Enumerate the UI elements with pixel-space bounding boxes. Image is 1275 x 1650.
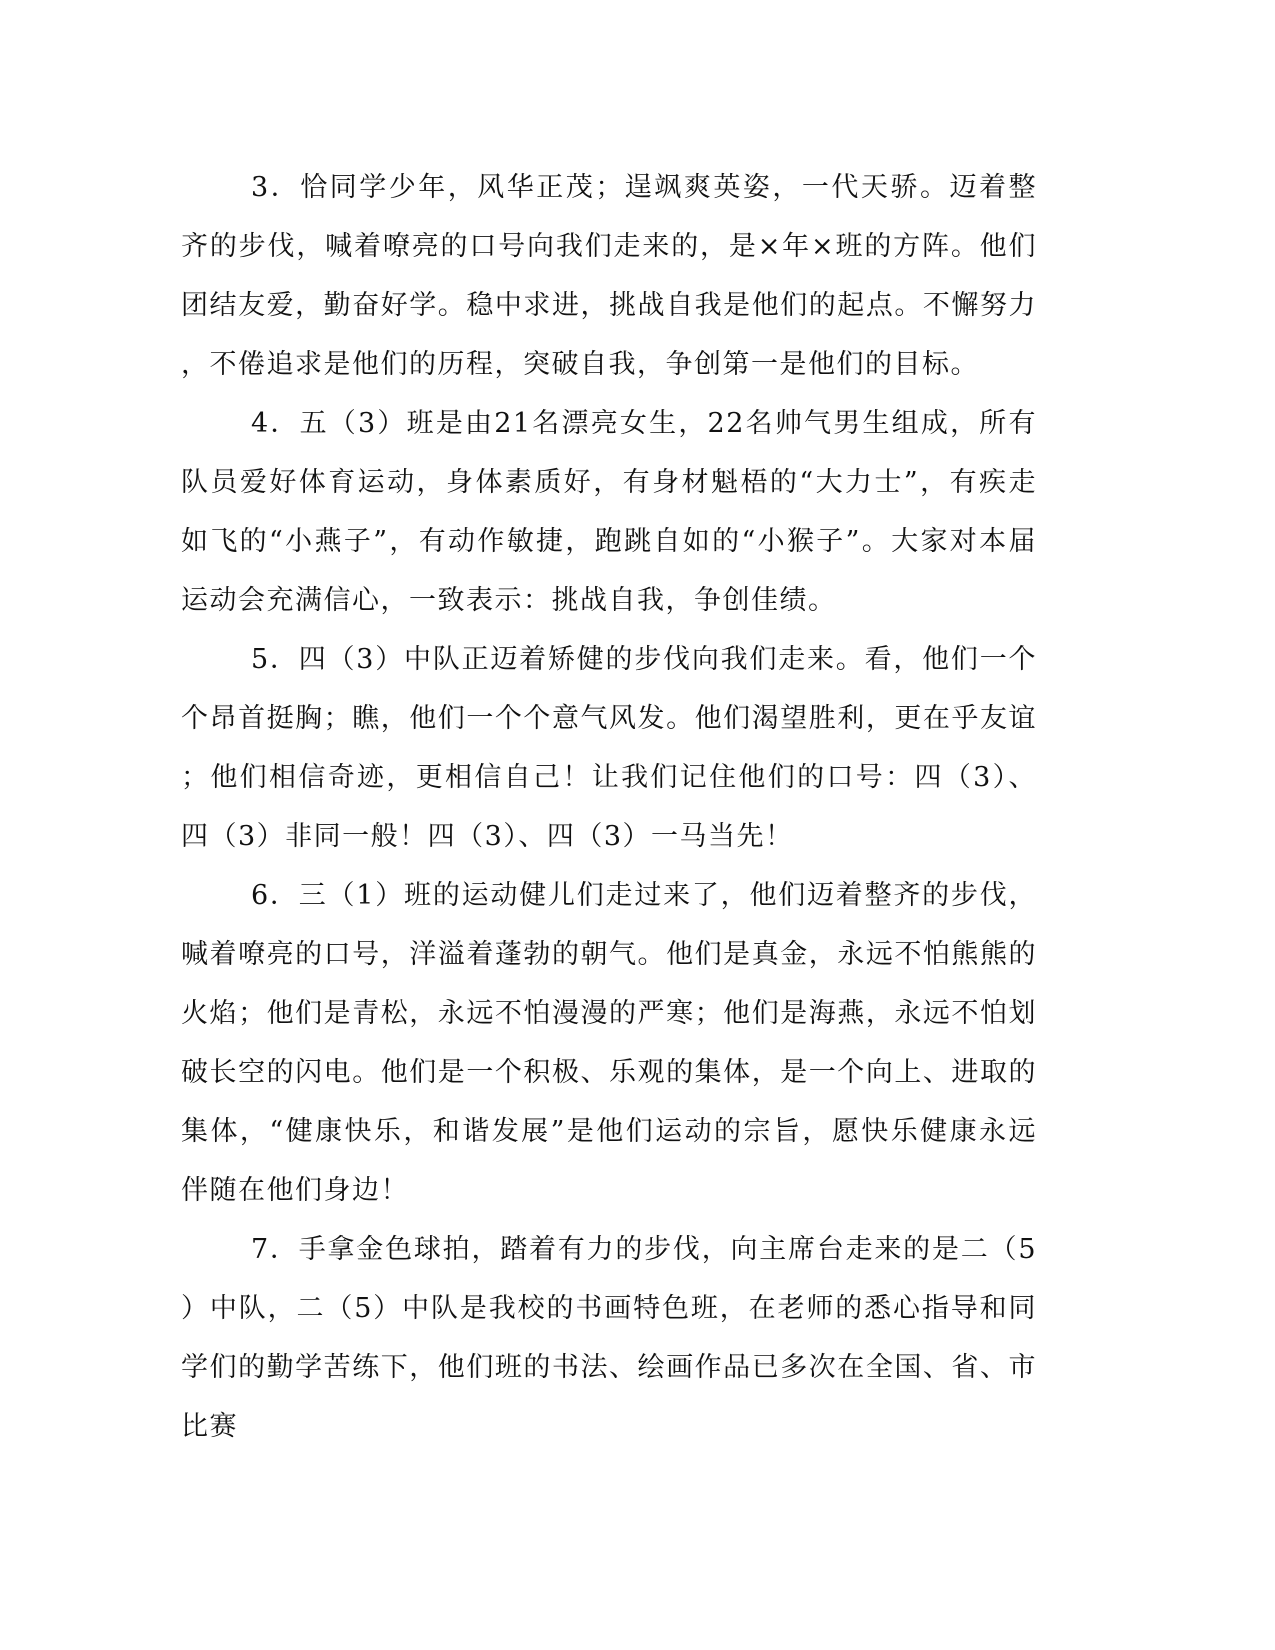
paragraph-3: 3．恰同学少年，风华正茂；逞飒爽英姿，一代天骄。迈着整齐的步伐，喊着嘹亮的口号向我们走来的，是×年×班的方阵。他们团结友爱，勤奋好学。稳中求进，挑战自我是他们的起点。不懈努力，不倦追求是他们的历程，突破自我，争创第一是他们的目标。 bbox=[181, 172, 1037, 380]
paragraph-4: 4．五（3）班是由21名漂亮女生，22名帅气男生组成，所有队员爱好体育运动，身体素质好，有身材魁梧的“大力士”，有疾走如飞的“小燕子”，有动作敏捷，跑跳自如的“小猴子”。大家对本届运动会充满信心，一致表示：挑战自我，争创佳绩。 bbox=[181, 408, 1037, 616]
paragraph-5: 5．四（3）中队正迈着矫健的步伐向我们走来。看，他们一个个昂首挺胸；瞧，他们一个个意气风发。他们渴望胜利，更在乎友谊；他们相信奇迹，更相信自己！让我们记住他们的口号：四（3）、四（3）非同一般！四（3）、四（3）一马当先！ bbox=[181, 644, 1037, 852]
paragraph-6: 6．三（1）班的运动健儿们走过来了，他们迈着整齐的步伐，喊着嘹亮的口号，洋溢着蓬勃的朝气。他们是真金，永远不怕熊熊的火焰；他们是青松，永远不怕漫漫的严寒；他们是海燕，永远不怕划破长空的闪电。他们是一个积极、乐观的集体，是一个向上、进取的集体，“健康快乐，和谐发展”是他们运动的宗旨，愿快乐健康永远伴随在他们身边！ bbox=[181, 880, 1037, 1206]
document-page bbox=[181, 158, 1037, 1456]
paragraph-7: 7．手拿金色球拍，踏着有力的步伐，向主席台走来的是二（5）中队，二（5）中队是我校的书画特色班，在老师的悉心指导和同学们的勤学苦练下，他们班的书法、绘画作品已多次在全国、省、市比赛 bbox=[181, 1234, 1037, 1442]
